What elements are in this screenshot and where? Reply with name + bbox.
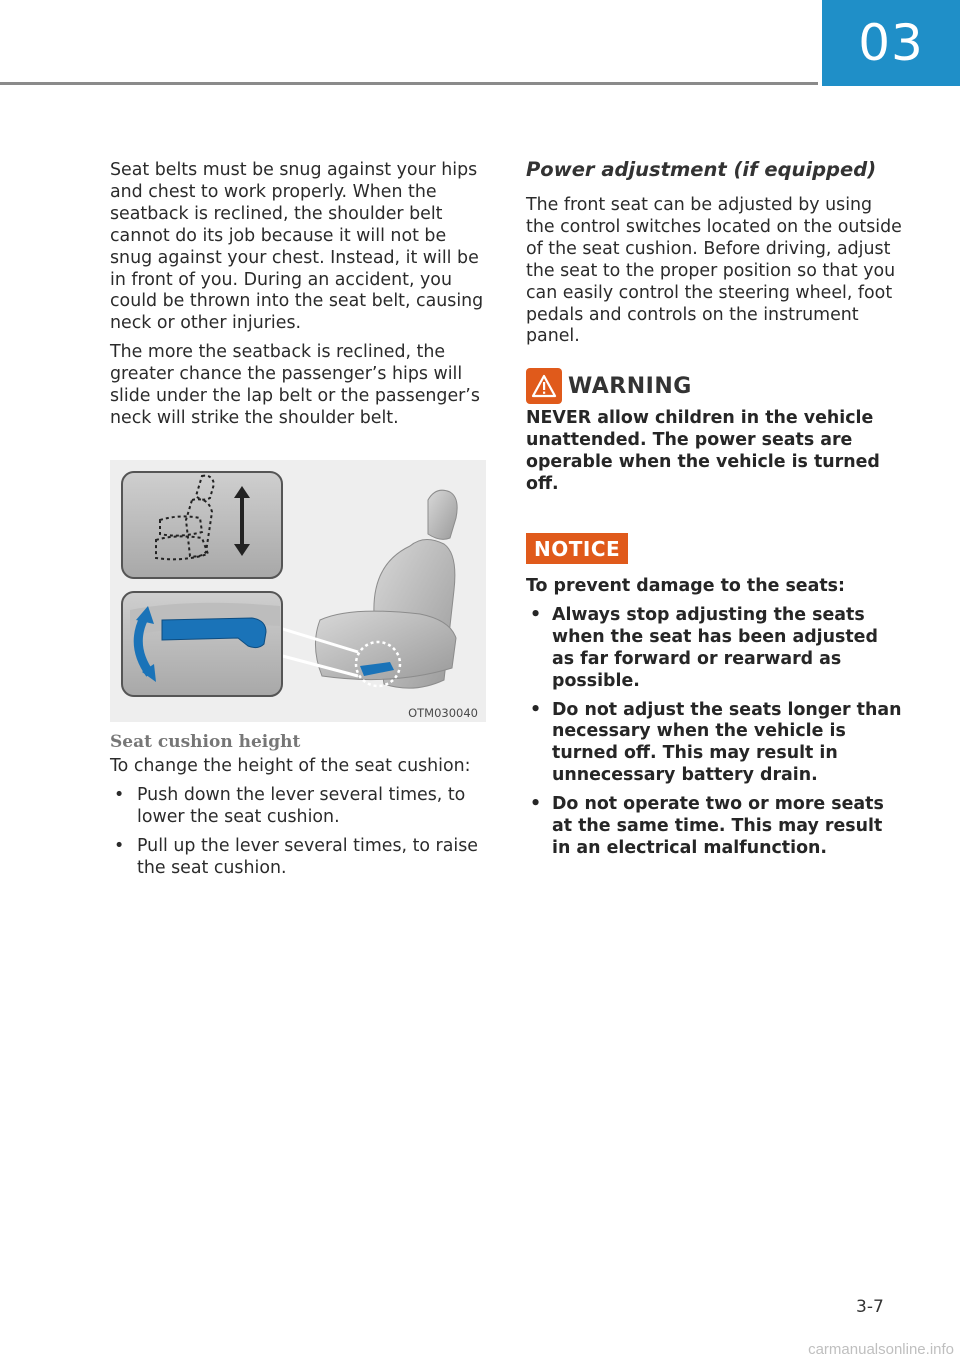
subheading-seat-cushion-height: Seat cushion height: [110, 731, 301, 752]
header-rule: [0, 82, 818, 85]
list-item: [526, 605, 906, 693]
warning-text: NEVER allow children in the vehicle unattended. The power seats are operable when the vehicle is turned off.: [526, 408, 880, 495]
list-item-text: Always stop adjusting the seats when the seat has been adjusted as far forward or rearward as possible.: [552, 604, 878, 691]
list-item-text: Push down the lever several times, to lower the seat cushion.: [137, 784, 466, 827]
warning-label: WARNING: [568, 373, 692, 399]
bullet-dot: •: [530, 699, 542, 720]
left-column: [110, 160, 492, 886]
list-item: [526, 794, 906, 860]
watermark: carmanualsonline.info: [808, 1341, 954, 1358]
notice-bullet-list: [526, 605, 906, 860]
notice-intro: To prevent damage to the seats:: [526, 575, 845, 596]
paragraph-power-adjustment: The front seat can be adjusted by using the control switches located on the outside of the seat cushion. Before driving, adjust the seat to the proper position so that you can easily control the steering wheel, foot pedals and controls on the instrument panel.: [526, 195, 902, 347]
bullet-dot: •: [114, 784, 125, 805]
list-item: [110, 785, 492, 829]
section-title-power-adjustment: Power adjustment (if equipped): [526, 158, 877, 181]
list-item: [526, 700, 906, 788]
bullet-dot: •: [530, 794, 542, 815]
chapter-tab: [822, 0, 960, 86]
list-item-text: Pull up the lever several times, to raise the seat cushion.: [137, 835, 478, 878]
cushion-bullet-list: [110, 785, 492, 880]
list-item: [110, 836, 492, 880]
notice-badge: NOTICE: [526, 533, 628, 564]
bullet-dot: •: [530, 604, 542, 625]
bullet-dot: •: [114, 835, 125, 856]
chapter-number: 03: [858, 14, 924, 72]
list-item-text: Do not adjust the seats longer than necessary when the vehicle is turned off. This may result in unnecessary battery drain.: [552, 699, 902, 786]
paragraph-reclined: The more the seatback is reclined, the greater chance the passenger’s hips will slide under the lap belt or the passenger’s neck will strike the shoulder belt.: [110, 342, 480, 428]
right-column: [526, 158, 906, 867]
seat-shape: [315, 490, 457, 688]
intro-seat-cushion: To change the height of the seat cushion:: [110, 755, 471, 776]
seat-cushion-figure: [110, 460, 486, 722]
warning-header: [526, 368, 906, 404]
warning-triangle-icon: [526, 368, 562, 404]
figure-code: OTM030040: [408, 705, 478, 720]
page-number: 3-7: [856, 1297, 884, 1317]
seat-illustration: [110, 460, 486, 722]
paragraph-seatbelt: Seat belts must be snug against your hips and chest to work properly. When the seatback is reclined, the shoulder belt cannot do its job because it will not be snug against your chest. Instead, it will be in front of you. During an accident, you could be thrown into the seat belt, causing neck or other injuries.: [110, 160, 484, 334]
list-item-text: Do not operate two or more seats at the same time. This may result in an electrical malfunction.: [552, 794, 884, 858]
